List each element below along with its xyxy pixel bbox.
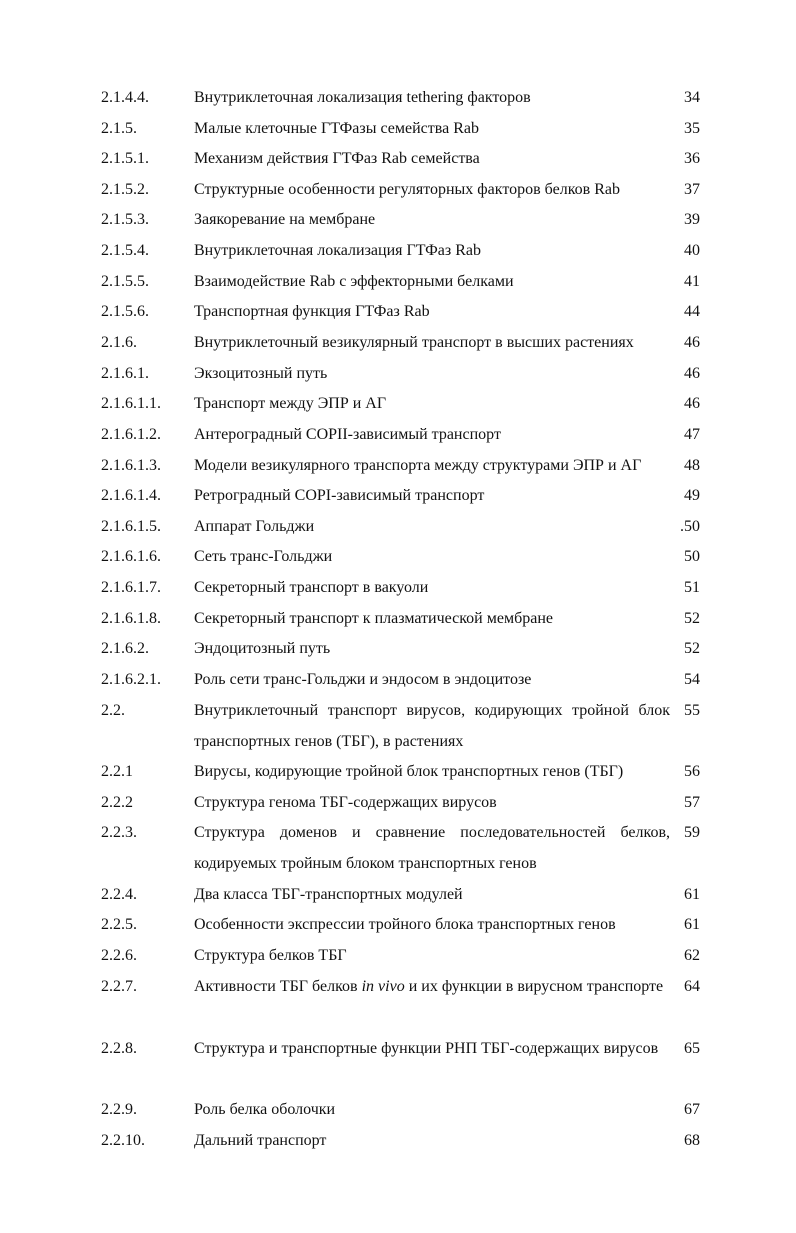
toc-section-number: 2.2.7.	[101, 978, 137, 995]
toc-section-number: 2.2.6.	[101, 947, 137, 964]
toc-page-number: 46	[684, 395, 700, 412]
toc-section-title: Структурные особенности регуляторных факторов белков Rab	[194, 181, 620, 198]
toc-page-number: 37	[684, 181, 700, 198]
toc-section-number: 2.1.6.1.1.	[101, 395, 161, 412]
toc-section-title: Аппарат Гольджи	[194, 518, 315, 535]
toc-section-number: 2.1.5.	[101, 120, 137, 137]
toc-section-number: 2.1.6.1.7.	[101, 579, 161, 596]
toc-section-number: 2.2.4.	[101, 886, 137, 903]
toc-section-title: Антероградный COPII-зависимый транспорт	[194, 426, 501, 443]
toc-section-number: 2.1.6.1.2.	[101, 426, 161, 443]
toc-section-title: Заякоревание на мембране	[194, 211, 376, 228]
toc-section-number: 2.1.4.4.	[101, 89, 149, 106]
toc-section-title: Внутриклеточная локализация tethering факторов	[194, 89, 531, 106]
toc-section-title: Малые клеточные ГТФазы семейства Rab	[194, 120, 479, 137]
toc-section-title: Особенности экспрессии тройного блока транспортных генов	[194, 916, 616, 933]
toc-section-title: Модели везикулярного транспорта между структурами ЭПР и АГ	[194, 457, 642, 474]
toc-section-number: 2.1.6.1.5.	[101, 518, 161, 535]
toc-page-number: 59	[684, 824, 700, 841]
toc-section-number: 2.1.6.2.1.	[101, 671, 161, 688]
toc-page-number: 57	[684, 794, 700, 811]
toc-section-title: Вирусы, кодирующие тройной блок транспортных генов (ТБГ)	[194, 763, 624, 780]
toc-section-title: Структура доменов и сравнение последовательностей белков, кодируемых тройным блоком транспортных генов	[194, 824, 670, 872]
toc-section-number: 2.2.1	[101, 763, 133, 780]
toc-page-number: 56	[684, 763, 700, 780]
toc-section-title: Экзоцитозный путь	[194, 365, 328, 382]
toc-section-number: 2.1.5.2.	[101, 181, 149, 198]
toc-page-number: 50	[684, 548, 700, 565]
toc-section-title: Транспорт между ЭПР и АГ	[194, 395, 387, 412]
toc-page-number: 61	[684, 886, 700, 903]
toc-section-number: 2.1.6.1.4.	[101, 487, 161, 504]
toc-section-title: Роль сети транс-Гольджи и эндосом в эндоцитозе	[194, 671, 532, 688]
toc-page-number: 48	[684, 457, 700, 474]
toc-page-number: 46	[684, 365, 700, 382]
toc-section-number: 2.2.	[101, 702, 125, 719]
toc-section-title: Секреторный транспорт к плазматической мембране	[194, 610, 553, 627]
toc-section-number: 2.1.5.4.	[101, 242, 149, 259]
toc-page-number: 52	[684, 610, 700, 627]
toc-page-number: 51	[684, 579, 700, 596]
toc-section-title: Транспортная функция ГТФаз Rab	[194, 303, 430, 320]
toc-section-title: Внутриклеточный транспорт вирусов, кодирующих тройной блок транспортных генов (ТБГ), в растениях	[194, 702, 670, 750]
toc-page-number: 49	[684, 487, 700, 504]
toc-page-number: 46	[684, 334, 700, 351]
toc-section-title	[194, 972, 670, 1003]
toc-section-title: Структура и транспортные функции РНП ТБГ-содержащих вирусов	[194, 1040, 659, 1057]
toc-title-text: и их функции в вирусном транспорте	[404, 978, 664, 995]
toc-section-number: 2.2.10.	[101, 1132, 145, 1149]
toc-section-number: 2.1.5.1.	[101, 150, 149, 167]
toc-section-title: Сеть транс-Гольджи	[194, 548, 333, 565]
toc-section-number: 2.1.5.5.	[101, 273, 149, 290]
toc-page-number: 44	[684, 303, 700, 320]
toc-page-number: 64	[684, 978, 700, 995]
toc-page-number: 40	[684, 242, 700, 259]
toc-page-number: 61	[684, 916, 700, 933]
toc-page-number: 65	[684, 1040, 700, 1057]
toc-section-title: Два класса ТБГ-транспортных модулей	[194, 886, 463, 903]
toc-section-number: 2.1.5.3.	[101, 211, 149, 228]
toc-page-number: 35	[684, 120, 700, 137]
toc-section-title: Эндоцитозный путь	[194, 640, 331, 657]
toc-page-number: 34	[684, 89, 700, 106]
toc-page-number: 68	[684, 1132, 700, 1149]
toc-section-title: Внутриклеточный везикулярный транспорт в высших растениях	[194, 334, 634, 351]
toc-section-title: Структура белков ТБГ	[194, 947, 347, 964]
toc-page-number: 39	[684, 211, 700, 228]
toc-title-text: Активности ТБГ белков	[194, 978, 362, 995]
toc-section-title: Секреторный транспорт в вакуоли	[194, 579, 429, 596]
toc-page-number: 36	[684, 150, 700, 167]
toc-section-number: 2.1.6.1.8.	[101, 610, 161, 627]
toc-section-number: 2.1.6.1.6.	[101, 548, 161, 565]
toc-section-title: Механизм действия ГТФаз Rab семейства	[194, 150, 480, 167]
toc-page-number: .50	[680, 518, 700, 535]
toc-section-number: 2.2.9.	[101, 1101, 137, 1118]
toc-title-italic: in vivo	[361, 978, 405, 995]
toc-section-title: Дальний транспорт	[194, 1132, 327, 1149]
toc-section-title: Внутриклеточная локализация ГТФаз Rab	[194, 242, 481, 259]
toc-page-number: 52	[684, 640, 700, 657]
toc-section-number: 2.1.6.2.	[101, 640, 149, 657]
toc-section-number: 2.1.6.1.	[101, 365, 149, 382]
toc-section-number: 2.2.3.	[101, 824, 137, 841]
toc-page-number: 54	[684, 671, 700, 688]
toc-section-number: 2.1.6.	[101, 334, 137, 351]
toc-section-number: 2.2.8.	[101, 1040, 137, 1057]
toc-page-number: 67	[684, 1101, 700, 1118]
toc-section-number: 2.1.6.1.3.	[101, 457, 161, 474]
toc-page-number: 55	[684, 702, 700, 719]
toc-section-number: 2.2.2	[101, 794, 133, 811]
toc-section-title: Роль белка оболочки	[194, 1101, 336, 1118]
toc-section-number: 2.1.5.6.	[101, 303, 149, 320]
toc-section-title: Взаимодействие Rab с эффекторными белками	[194, 273, 514, 290]
toc-page-number: 62	[684, 947, 700, 964]
toc-page-number: 41	[684, 273, 700, 290]
toc-page-number: 47	[684, 426, 700, 443]
toc-section-title: Ретроградный COPI-зависимый транспорт	[194, 487, 485, 504]
toc-section-title: Структура генома ТБГ-содержащих вирусов	[194, 794, 497, 811]
toc-section-number: 2.2.5.	[101, 916, 137, 933]
